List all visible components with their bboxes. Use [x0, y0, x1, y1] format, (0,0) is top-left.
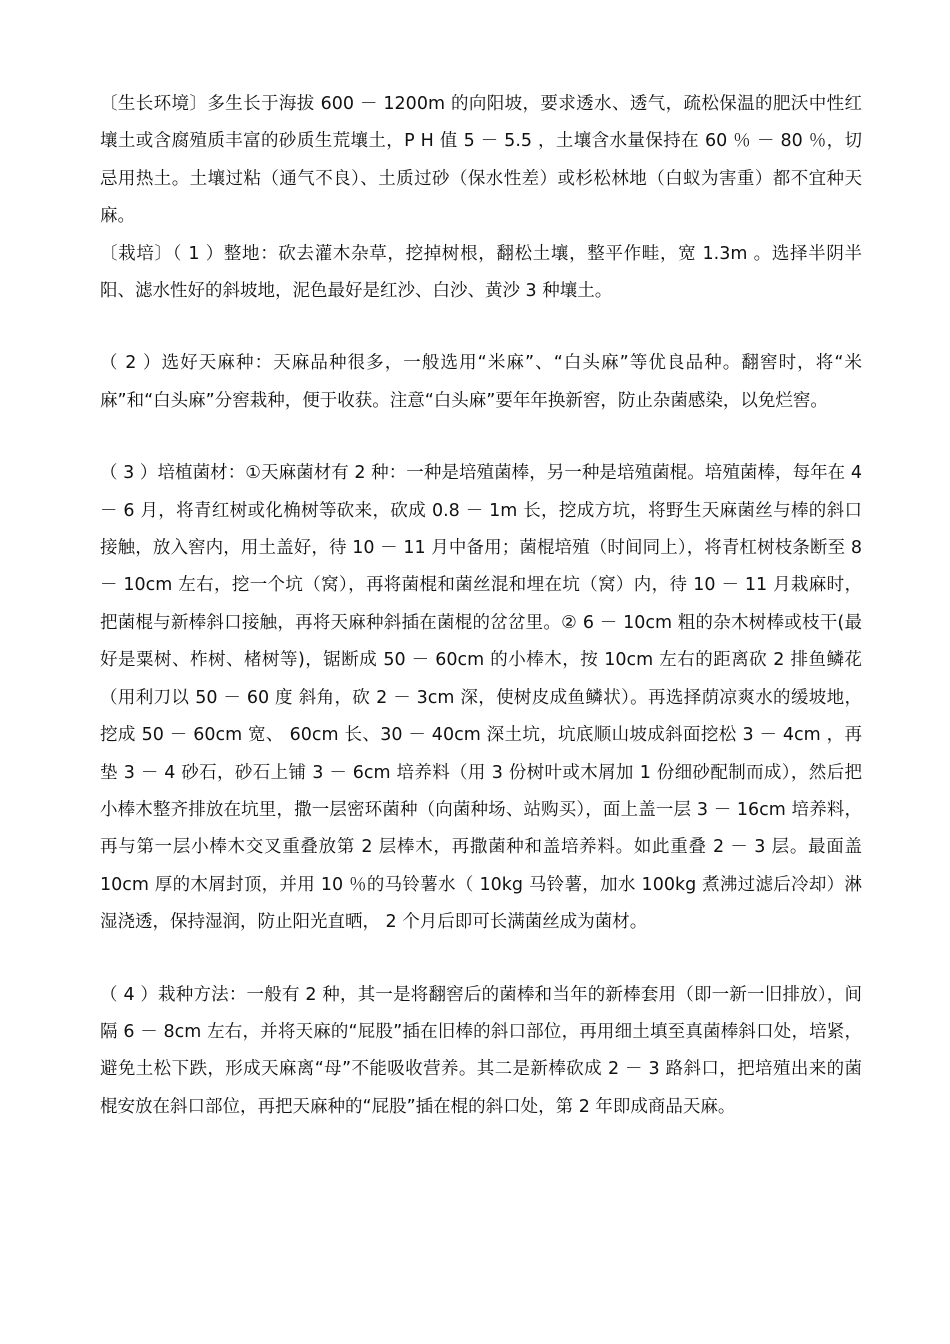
paragraph-select-seed: （ 2 ）选好天麻种：天麻品种很多，一般选用“米麻”、“白头麻”等优良品种。翻窖时，将“米麻”和“白头麻”分窖栽种，便于收获。注意“白头麻”要年年换新窖，防止杂菌感染，以免烂窖。 — [100, 353, 862, 411]
paragraph-culture-material: （ 3 ）培植菌材：①天麻菌材有 2 种：一种是培殖菌棒，另一种是培殖菌棍。培殖菌棒，每年在 4 － 6 月，将青红树或化桷树等砍来，砍成 0.8 － 1m 长，挖成方坑，将野生天麻菌丝与棒的斜口接触，放入窖内，用土盖好，待 10 － 11 月中备用；菌棍培殖（时间同上），将青杠树枝条断至 8 － 10cm 左右，挖一个坑（窝），再将菌棍和菌丝混和埋在坑（窝）内，待 10 － 11 月栽麻时，把菌棍与新棒斜口接触，再将天麻种斜插在菌棍的岔岔里。② 6 － 10cm 粗的杂木树棒或枝干(最好是粟树、柞树、楮树等)，锯断成 50 － 60cm 的小棒木，按 10cm 左右的距离砍 2 排鱼鳞花（用利刀以 50 － 60 度 斜角，砍 2 － 3cm 深，使树皮成鱼鳞状）。再选择荫凉爽水的缓坡地，挖成 50 － 60cm 宽、 60cm 长、30 － 40cm 深土坑，坑底顺山坡成斜面挖松 3 － 4cm ，再垫 3 － 4 砂石，砂石上铺 3 － 6cm 培养料（用 3 份树叶或木屑加 1 份细砂配制而成），然后把小棒木整齐排放在坑里，撒一层密环菌种（向菌种场、站购买），面上盖一层 3 － 16cm 培养料，再与第一层小棒木交叉重叠放第 2 层棒木，再撒菌种和盖培养料。如此重叠 2 － 3 层。最面盖 10cm 厚的木屑封顶，并用 10 ％的马铃薯水（ 10kg 马铃薯，加水 100kg 煮沸过滤后冷却）淋湿浇透，保持湿润，防止阳光直晒， 2 个月后即可长满菌丝成为菌材。 — [100, 463, 862, 933]
paragraph-cultivation-land-prep: 〔栽培〕（ 1 ）整地：砍去灌木杂草，挖掉树根，翻松土壤，整平作畦，宽 1.3m 。选择半阴半阳、滤水性好的斜坡地，泥色最好是红沙、白沙、黄沙 3 种壤土。 — [100, 243, 862, 302]
paragraph-planting-method: （ 4 ）栽种方法：一般有 2 种，其一是将翻窖后的菌棒和当年的新棒套用（即一新一旧排放），间隔 6 － 8cm 左右，并将天麻的“屁股”插在旧棒的斜口部位，再用细土填至真菌棒斜口处，培紧，避免土松下跌，形成天麻离“母”不能吸收营养。其二是新棒砍成 2 － 3 路斜口，把培殖出来的菌棍安放在斜口部位，再把天麻种的“屁股”插在棍的斜口处，第 2 年即成商品天麻。 — [100, 984, 862, 1117]
paragraph-growth-environment: 〔生长环境〕多生长于海拔 600 － 1200m 的向阳坡，要求透水、透气，疏松保温的肥沃中性红壤土或含腐殖质丰富的砂质生荒壤土，P H 值 5 － 5.5 ，土壤含水量保持在 60 ％ － 80 ％，切忌用热土。土壤过粘（通气不良）、土质过砂（保水性差）或杉松林地（白蚁为害重）都不宜种天麻。 — [100, 94, 862, 227]
document-page — [100, 86, 862, 1126]
